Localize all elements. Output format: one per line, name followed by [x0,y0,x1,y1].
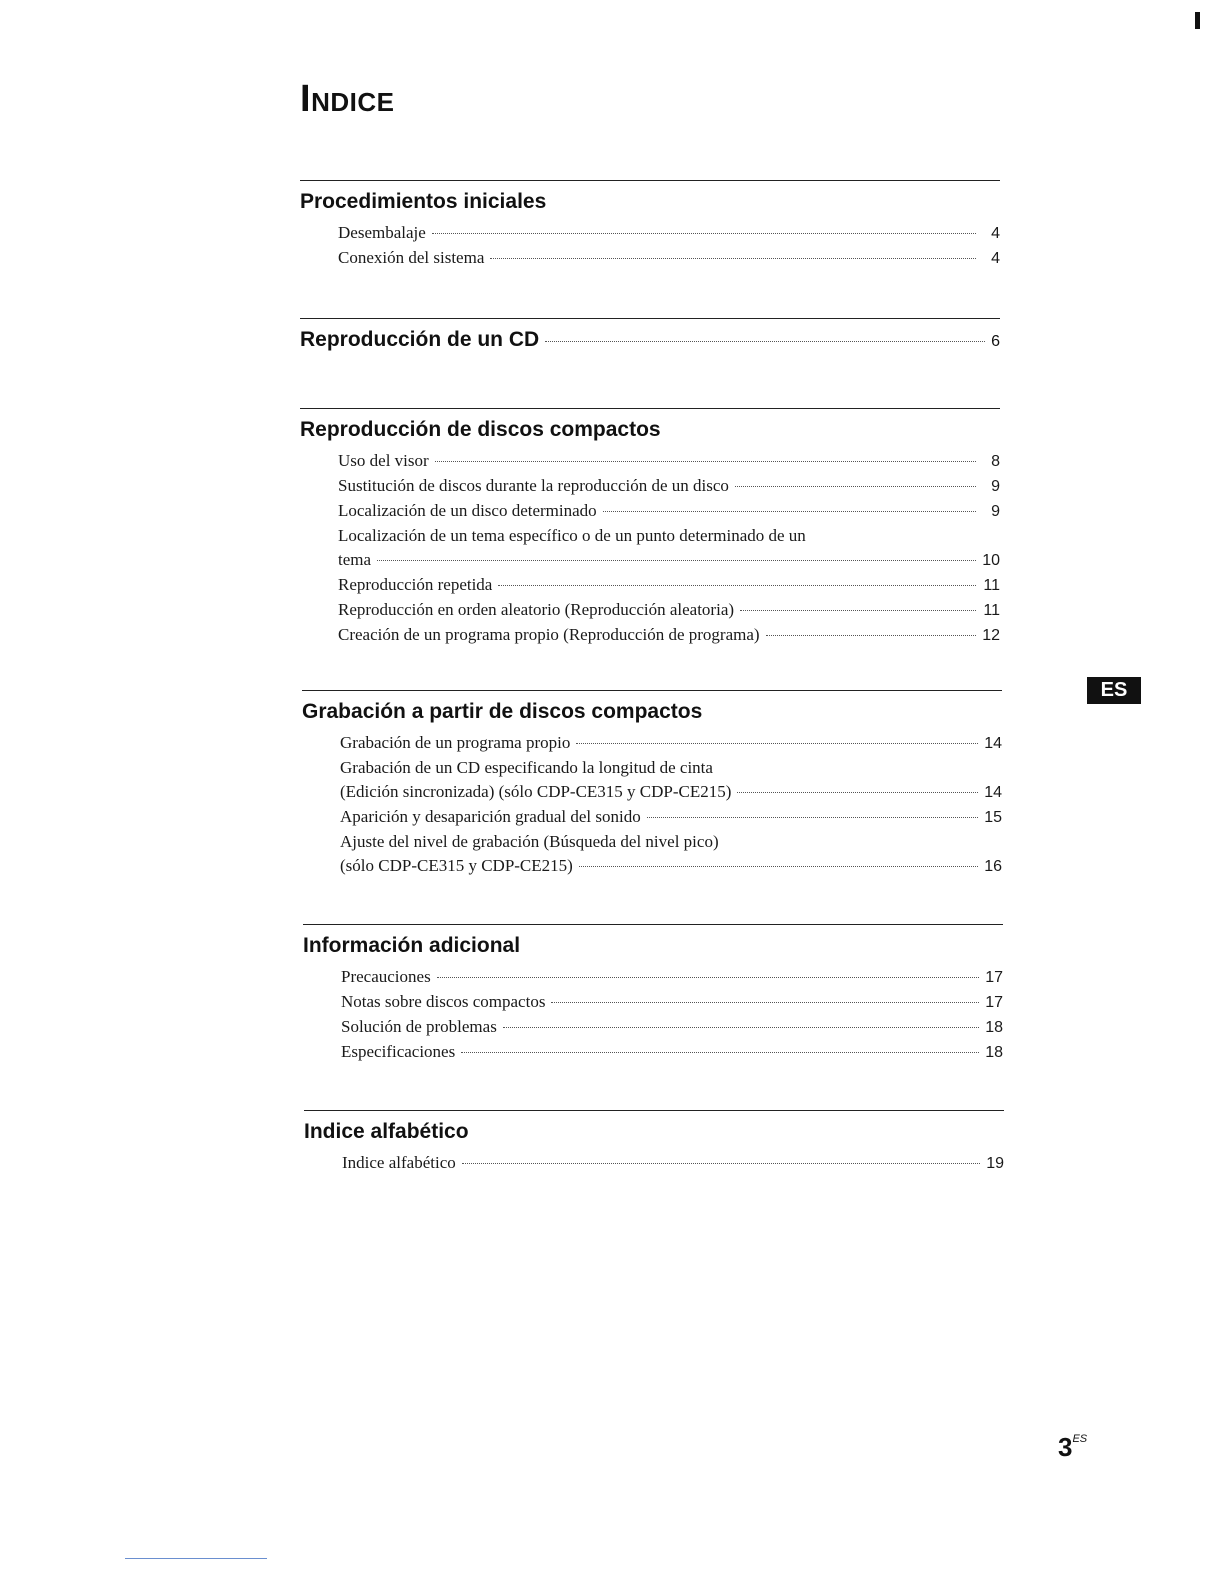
leader-dots [576,743,978,744]
section-rule [300,318,1000,319]
leader-dots [551,1002,979,1003]
toc-entry[interactable]: Desembalaje 4 [338,223,1000,242]
toc-entry[interactable]: Localización de un disco determinado 9 [338,501,1000,520]
leader-dots [545,341,985,342]
leader-dots [647,817,978,818]
section-heading[interactable]: Grabación a partir de discos compactos [302,700,703,723]
toc-entry[interactable]: Sustitución de discos durante la reproducción de un disco 9 [338,476,1000,495]
leader-dots [503,1027,979,1028]
toc-entry[interactable]: tema 10 [338,550,1000,569]
toc-entry[interactable]: Aparición y desaparición gradual del sonido 15 [340,807,1002,826]
leader-dots [462,1163,980,1164]
toc-entry[interactable]: Reproducción repetida 11 [338,575,1000,594]
title-initial: I [300,78,312,120]
section-rule [300,180,1000,181]
toc-entry[interactable]: Grabación de un programa propio 14 [340,733,1002,752]
section-heading[interactable]: Indice alfabético [304,1120,469,1143]
toc-entry[interactable]: Solución de problemas 18 [341,1017,1003,1036]
leader-dots [432,233,976,234]
toc-entry[interactable]: Precauciones 17 [341,967,1003,986]
leader-dots [735,486,976,487]
page-number: $3^{ES}$ [1058,1432,1088,1462]
section-rule [304,1110,1004,1111]
toc-entry[interactable]: Indice alfabético 19 [342,1153,1004,1172]
section-heading[interactable]: Procedimientos iniciales [300,190,547,213]
section-procedimientos [300,180,1000,271]
toc-entry[interactable]: Uso del visor 8 [338,451,1000,470]
bottom-rule [125,1558,267,1559]
section-rule [303,924,1003,925]
section-indice-alfabetico [304,1110,1004,1176]
toc-entry[interactable]: Creación de un programa propio (Reproducción de programa) 12 [338,625,1000,644]
corner-mark [1195,12,1200,29]
leader-dots [377,560,976,561]
leader-dots [435,461,976,462]
section-heading[interactable]: Reproducción de discos compactos [300,418,661,441]
toc-entry-continued[interactable]: Ajuste del nivel de grabación (Búsqueda del nivel pico) [340,832,719,851]
language-badge: ES [1087,677,1141,704]
section-reproduccion-discos [300,408,1000,648]
title-rest: NDICE [311,87,395,117]
leader-dots [461,1052,979,1053]
entry-list [300,221,1000,271]
entry-list [300,449,1000,648]
leader-dots [437,977,979,978]
section-heading[interactable]: Reproducción de un CD 6 [300,328,1000,351]
leader-dots [603,511,976,512]
section-grabacion [302,690,1002,879]
page-title [300,78,394,121]
toc-entry-continued[interactable]: Grabación de un CD especificando la longitud de cinta [340,758,713,777]
toc-entry[interactable]: (Edición sincronizada) (sólo CDP-CE315 y CDP-CE215) 14 [340,782,1002,801]
entry-list [304,1151,1004,1176]
toc-entry[interactable]: Notas sobre discos compactos 17 [341,992,1003,1011]
leader-dots [498,585,976,586]
toc-entry-continued[interactable]: Localización de un tema específico o de un punto determinado de un [338,526,806,545]
section-informacion [303,924,1003,1065]
toc-entry[interactable]: (sólo CDP-CE315 y CDP-CE215) 16 [340,856,1002,875]
section-rule [300,408,1000,409]
toc-entry[interactable]: Conexión del sistema 4 [338,248,1000,267]
leader-dots [579,866,978,867]
leader-dots [737,792,978,793]
section-rule [302,690,1002,691]
leader-dots [766,635,976,636]
toc-entry[interactable]: Especificaciones 18 [341,1042,1003,1061]
leader-dots [740,610,976,611]
section-heading[interactable]: Información adicional [303,934,521,957]
section-reproduccion-cd [300,318,1000,355]
toc-entry[interactable]: Reproducción en orden aleatorio (Reproducción aleatoria) 11 [338,600,1000,619]
leader-dots [490,258,976,259]
entry-list [303,965,1003,1065]
entry-list [302,731,1002,879]
